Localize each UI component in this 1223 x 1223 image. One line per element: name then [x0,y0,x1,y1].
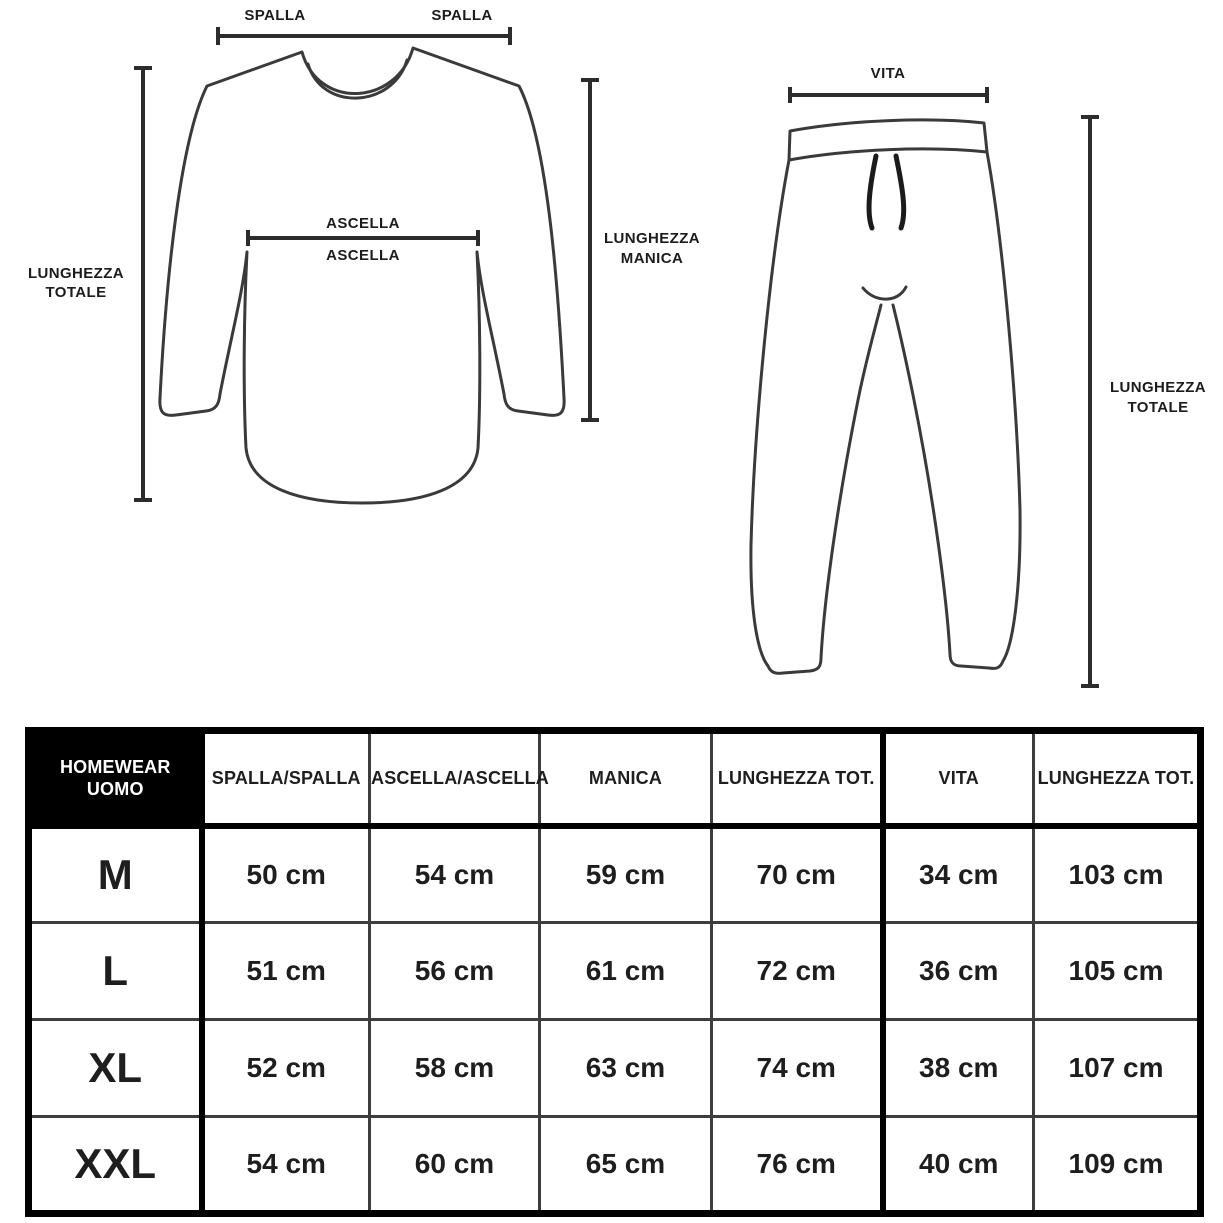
drawstring-left [869,156,876,228]
measure-value: 72 cm [712,923,883,1020]
measure-value: 36 cm [883,923,1034,1020]
measure-value: 58 cm [370,1020,540,1117]
column-header-vita: VITA [883,731,1034,826]
size-table [25,727,1204,1217]
table-row-l [29,923,1201,1020]
ascella-bottom-label: ASCELLA [326,247,400,264]
measure-value: 105 cm [1034,923,1201,1020]
size-label: XXL [29,1117,202,1214]
measure-value: 107 cm [1034,1020,1201,1117]
spalla-left-label: SPALLA [244,7,306,24]
measure-value: 65 cm [540,1117,712,1214]
vita-label: VITA [870,65,906,82]
pants-length-label-line1: LUNGHEZZA [1109,379,1207,396]
measure-value: 61 cm [540,923,712,1020]
pants-left-leg-drawing [751,160,881,673]
measure-value: 50 cm [202,826,370,923]
spalla-measure-line [218,27,510,45]
shirt-length-measure-line [134,68,152,500]
measure-value: 63 cm [540,1020,712,1117]
sleeve-length-measure-line [581,80,599,420]
pants-waistband-drawing [789,120,987,160]
size-label: XL [29,1020,202,1117]
column-header-manica: MANICA [540,731,712,826]
sleeve-length-label-line2: MANICA [620,250,684,267]
ascella-top-label: ASCELLA [326,215,400,232]
measure-value: 51 cm [202,923,370,1020]
measure-value: 38 cm [883,1020,1034,1117]
table-row-xxl [29,1117,1201,1214]
table-corner-title-line1: HOMEWEAR [59,756,171,777]
measure-value: 52 cm [202,1020,370,1117]
measure-value: 54 cm [202,1117,370,1214]
column-header-lunghezza-tot-shirt: LUNGHEZZA TOT. [712,731,883,826]
size-label: L [29,923,202,1020]
measure-value: 59 cm [540,826,712,923]
size-table-header-row [29,731,1201,826]
column-header-spalla: SPALLA/SPALLA [202,731,370,826]
pants-length-measure-line [1081,117,1099,686]
measure-value: 109 cm [1034,1117,1201,1214]
pants-length-label-line2: TOTALE [1127,399,1189,416]
table-corner-title [29,731,202,826]
measure-value: 70 cm [712,826,883,923]
measure-value: 56 cm [370,923,540,1020]
spalla-right-label: SPALLA [431,7,493,24]
measure-value: 34 cm [883,826,1034,923]
measure-value: 54 cm [370,826,540,923]
measure-value: 103 cm [1034,826,1201,923]
measure-value: 60 cm [370,1117,540,1214]
measure-value: 40 cm [883,1117,1034,1214]
column-header-ascella: ASCELLA/ASCELLA [370,731,540,826]
table-row-xl [29,1020,1201,1117]
vita-measure-line [790,87,987,103]
measure-value: 76 cm [712,1117,883,1214]
drawstring-right [896,156,904,228]
ascella-measure-line [248,230,478,246]
pants-right-leg-drawing [893,152,1020,668]
pants-figure [751,65,1206,686]
shirt-length-label-line1: LUNGHEZZA [27,265,125,282]
measure-value: 74 cm [712,1020,883,1117]
column-header-lunghezza-tot-pants: LUNGHEZZA TOT. [1034,731,1201,826]
shirt-length-label-line2: TOTALE [45,284,107,301]
pants-crotch-drawing [863,287,906,299]
table-row-m [29,826,1201,923]
size-label: M [29,826,202,923]
shirt-figure [28,7,700,503]
shirt-outline-drawing [160,48,564,503]
sleeve-length-label-line1: LUNGHEZZA [603,230,701,247]
table-corner-title-line2: UOMO [86,779,144,800]
